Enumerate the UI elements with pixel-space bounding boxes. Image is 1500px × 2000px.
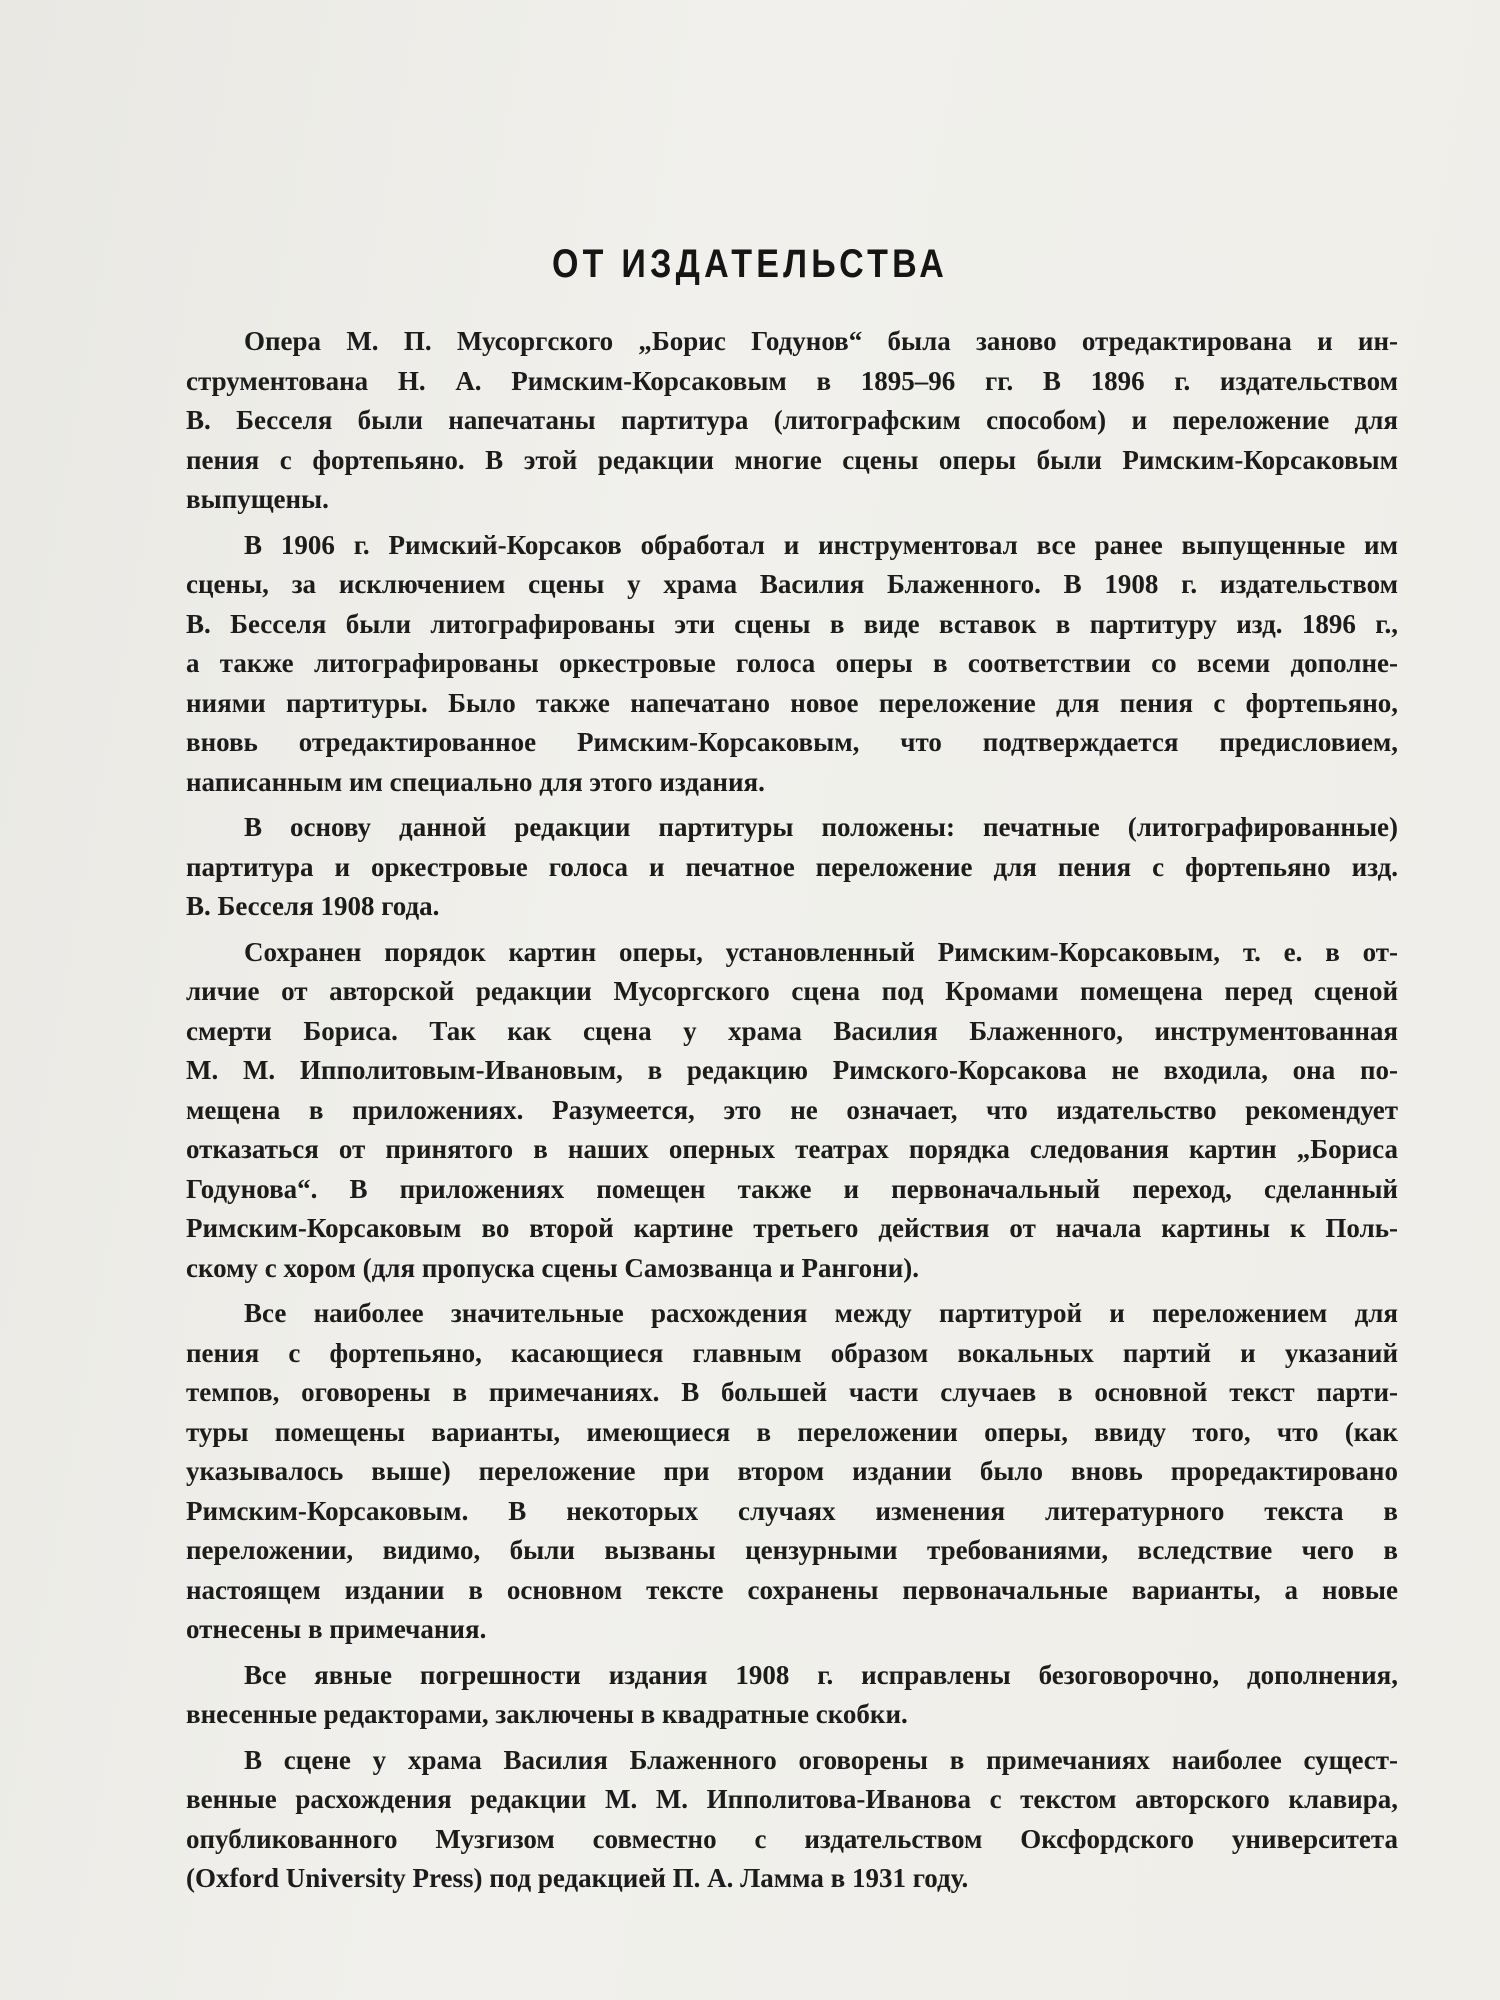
text-line: внесенные редакторами, заключены в квадратные скобки. xyxy=(186,1699,908,1729)
text-line: написанным им специально для этого издания. xyxy=(186,766,765,797)
paragraph xyxy=(186,1294,1398,1650)
text-line: настоящем издании в основном тексте сохранены первоначальные варианты, а новые xyxy=(186,1574,1398,1605)
text-line: переложении, видимо, были вызваны цензурными требованиями, вследствие чего в xyxy=(186,1535,1398,1565)
text-line: Годунова“. В приложениях помещен также и первоначальный переход, сделанный xyxy=(186,1173,1398,1204)
text-line: пения с фортепьяно. В этой редакции многие сцены оперы были Римским-Корсаковым xyxy=(186,444,1398,475)
text-line: Все явные погрешности издания 1908 г. исправлены безоговорочно, дополнения, xyxy=(244,1659,1398,1690)
text-line: В 1906 г. Римский-Корсаков обработал и инструментовал все ранее выпущенные им xyxy=(244,529,1398,560)
text-line: венные расхождения редакции М. М. Ипполитова-Иванова с текстом авторского клавира, xyxy=(186,1784,1398,1814)
text-line: Опера М. П. Мусоргского „Борис Годунов“ была заново отредактирована и ин- xyxy=(244,326,1398,356)
text-line: В. Бесселя 1908 года. xyxy=(186,891,440,921)
text-line: мещена в приложениях. Разумеется, это не означает, что издательство рекомендует xyxy=(186,1094,1398,1125)
text-line: вновь отредактированное Римским-Корсаковым, что подтверждается предисловием, xyxy=(186,727,1398,757)
paragraph xyxy=(186,322,1398,520)
body-text xyxy=(186,322,1398,1905)
text-line: туры помещены варианты, имеющиеся в переложении оперы, ввиду того, что (как xyxy=(186,1416,1398,1447)
text-line: струментована Н. А. Римским-Корсаковым в 1895–96 гг. В 1896 г. издательством xyxy=(186,365,1398,396)
text-line: В сцене у храма Василия Блаженного оговорены в примечаниях наиболее сущест- xyxy=(244,1744,1398,1775)
text-line: темпов, оговорены в примечаниях. В большей части случаев в основной текст парти- xyxy=(186,1377,1398,1407)
text-line: М. М. Ипполитовым-Ивановым, в редакцию Римского-Корсакова не входила, она по- xyxy=(186,1055,1398,1085)
text-line: В. Бесселя были напечатаны партитура (литографским способом) и переложение для xyxy=(186,405,1398,435)
text-line: выпущены. xyxy=(186,484,329,514)
text-line: а также литографированы оркестровые голоса оперы в соответствии со всеми дополне- xyxy=(186,648,1398,678)
text-line: скому с хором (для пропуска сцены Самозванца и Рангони). xyxy=(186,1252,920,1283)
text-line: опубликованного Музгизом совместно с издательством Оксфордского университета xyxy=(186,1823,1398,1854)
text-line: личие от авторской редакции Мусоргского сцена под Кромами помещена перед сценой xyxy=(186,976,1398,1006)
paragraph xyxy=(186,1656,1398,1735)
text-line: указывалось выше) переложение при втором издании было вновь проредактировано xyxy=(186,1456,1398,1486)
text-line: ниями партитуры. Было также напечатано новое переложение для пения с фортепьяно, xyxy=(186,687,1398,718)
text-line: Римским-Корсаковым во второй картине третьего действия от начала картины к Поль- xyxy=(186,1213,1398,1243)
paragraph xyxy=(186,526,1398,803)
text-line: В основу данной редакции партитуры положены: печатные (литографированные) xyxy=(244,812,1398,842)
paragraph xyxy=(186,1741,1398,1899)
text-line: (Oxford University Press) под редакцией П. А. Ламма в 1931 году. xyxy=(186,1863,969,1893)
text-line: сцены, за исключением сцены у храма Василия Блаженного. В 1908 г. издательством xyxy=(186,569,1398,599)
paragraph xyxy=(186,933,1398,1289)
text-line: Все наиболее значительные расхождения между партитурой и переложением для xyxy=(244,1298,1398,1328)
paragraph xyxy=(186,808,1398,927)
text-line: Римским-Корсаковым. В некоторых случаях изменения литературного текста в xyxy=(186,1495,1398,1526)
text-line: Сохранен порядок картин оперы, установленный Римским-Корсаковым, т. е. в от- xyxy=(244,936,1398,967)
text-line: В. Бесселя были литографированы эти сцены в виде вставок в партитуру изд. 1896 г., xyxy=(186,608,1398,639)
text-line: партитура и оркестровые голоса и печатное переложение для пения с фортепьяно изд. xyxy=(186,851,1398,882)
text-line: пения с фортепьяно, касающиеся главным образом вокальных партий и указаний xyxy=(186,1337,1398,1368)
text-line: смерти Бориса. Так как сцена у храма Василия Блаженного, инструментованная xyxy=(186,1015,1398,1046)
text-line: отказаться от принятого в наших оперных театрах порядка следования картин „Бориса xyxy=(186,1134,1398,1164)
page-title: ОТ ИЗДАТЕЛЬСТВА xyxy=(551,242,949,286)
text-line: отнесены в примечания. xyxy=(186,1614,487,1644)
